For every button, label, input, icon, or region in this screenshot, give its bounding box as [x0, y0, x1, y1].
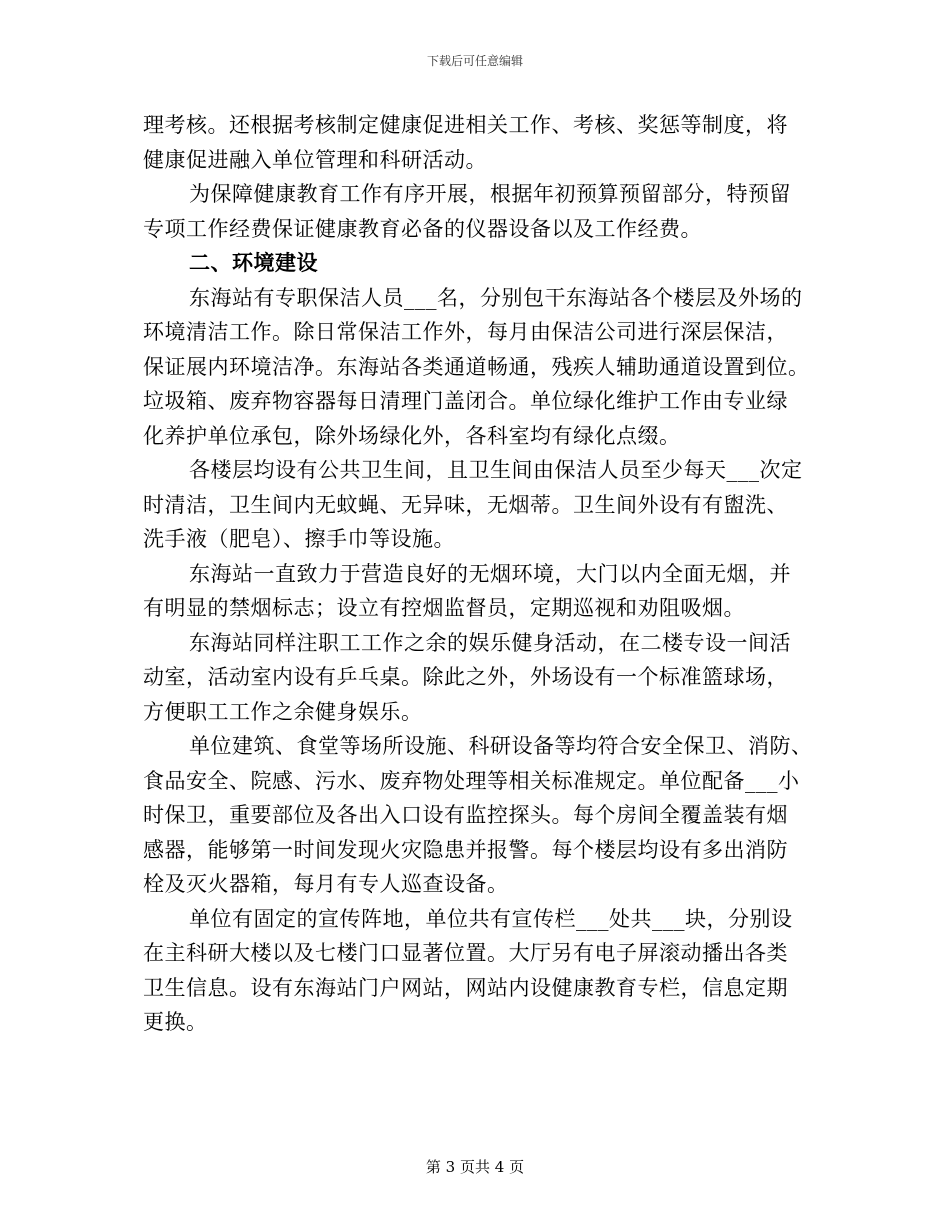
text-line: 垃圾箱、废弃物容器每日清理门盖闭合。单位绿化维护工作由专业绿 — [143, 389, 788, 413]
text-line: 感器，能够第一时间发现火灾隐患并报警。每个楼层均设有多出消防 — [143, 837, 788, 862]
text-line: 单位建筑、食堂等场所设施、科研设备等均符合安全保卫、消防、 — [189, 734, 813, 758]
text-line: 化养护单位承包，除外场绿化外，各科室均有绿化点缀。 — [143, 423, 681, 448]
text-line: 方便职工工作之余健身娱乐。 — [143, 699, 423, 724]
text-line: 为保障健康教育工作有序开展，根据年初预算预留部分，特预留 — [189, 182, 791, 206]
text-line: 动室，活动室内设有乒乓桌。除此之外，外场设有一个标准篮球场， — [143, 665, 788, 689]
text-line: 时清洁，卫生间内无蚊蝇、无异味，无烟蒂。卫生间外设有有盥洗、 — [143, 492, 788, 517]
text-line: 时保卫，重要部位及各出入口设有监控探头。每个房间全覆盖装有烟 — [143, 803, 788, 827]
text-line: 东海站一直致力于营造良好的无烟环境，大门以内全面无烟，并 — [189, 561, 791, 586]
text-line: 栓及灭火器箱，每月有专人巡查设备。 — [143, 872, 509, 896]
text-line: 东海站有专职保洁人员___名，分别包干东海站各个楼层及外场的 — [189, 285, 803, 310]
text-line: 保证展内环境洁净。东海站各类通道畅通，残疾人辅助通道设置到位。 — [143, 354, 810, 379]
text-line: 理考核。还根据考核制定健康促进相关工作、考核、奖惩等制度，将 — [143, 113, 788, 137]
section-heading: 二、环境建设 — [189, 250, 318, 275]
text-line: 更换。 — [143, 1010, 208, 1034]
page-header: 下载后可任意编辑 — [426, 54, 523, 68]
text-line: 单位有固定的宣传阵地，单位共有宣传栏___处共___块，分别设 — [189, 906, 793, 931]
page-footer: 第 3 页共 4 页 — [425, 1158, 525, 1176]
text-line: 卫生信息。设有东海站门户网站，网站内设健康教育专栏，信息定期 — [143, 975, 788, 1000]
text-line: 东海站同样注职工工作之余的娱乐健身活动，在二楼专设一间活 — [189, 630, 791, 655]
document-body — [143, 108, 813, 1040]
text-line: 在主科研大楼以及七楼门口显著位置。大厅另有电子屏滚动播出各类 — [143, 941, 788, 965]
text-line: 各楼层均设有公共卫生间，且卫生间由保洁人员至少每天___次定 — [189, 458, 803, 482]
text-line: 专项工作经费保证健康教育必备的仪器设备以及工作经费。 — [143, 216, 702, 241]
text-line: 洗手液（肥皂）、擦手巾等设施。 — [143, 527, 455, 551]
text-line: 健康促进融入单位管理和科研活动。 — [143, 147, 487, 172]
text-line: 食品安全、院感、污水、废弃物处理等相关标准规定。单位配备___小 — [143, 768, 800, 793]
text-line: 环境清洁工作。除日常保洁工作外，每月由保洁公司进行深层保洁， — [143, 320, 788, 344]
text-line: 有明显的禁烟标志；设立有控烟监督员，定期巡视和劝阻吸烟。 — [143, 596, 745, 620]
